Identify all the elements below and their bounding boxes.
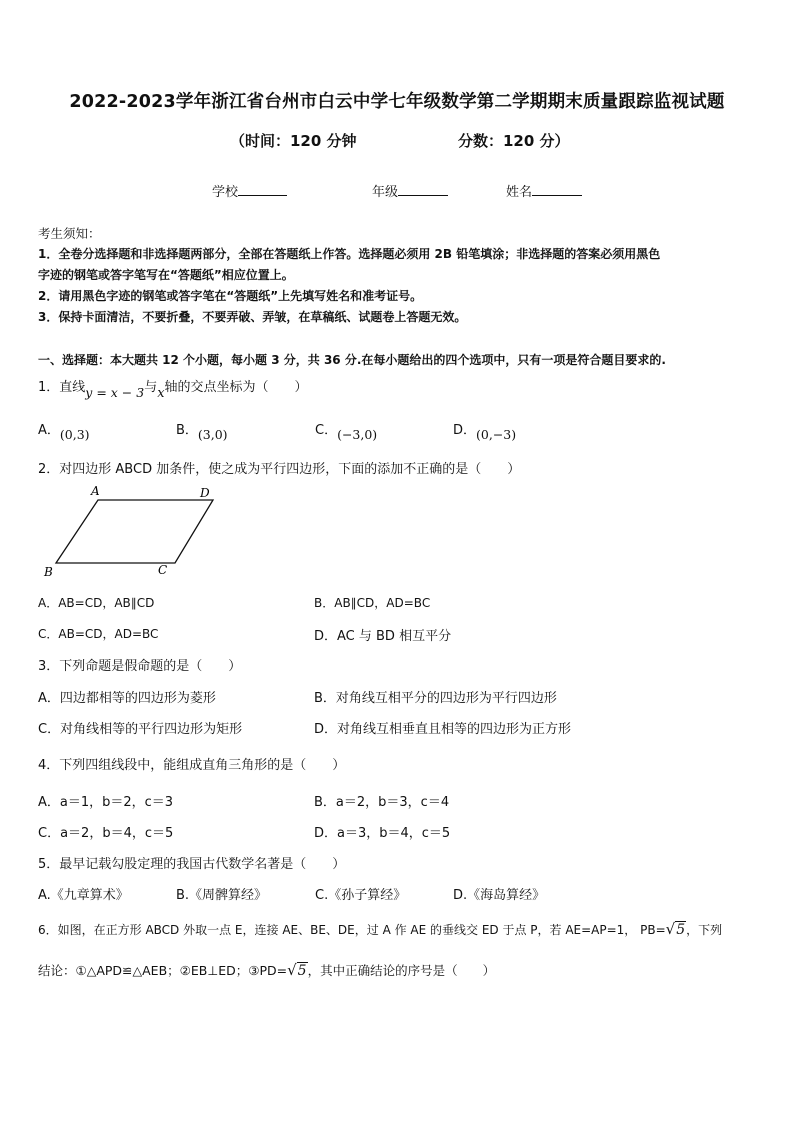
q4-option-a[interactable]: A．a＝1，b＝2，c＝3	[38, 795, 174, 810]
exam-time: （时间：120 分钟	[230, 132, 357, 150]
question-6-line-1	[38, 920, 722, 938]
q6-line2-suffix: ，其中正确结论的序号是（ ）	[307, 963, 496, 978]
q1-option-c-label: C．	[315, 423, 338, 438]
q1-option-c[interactable]	[315, 419, 378, 442]
q1-option-d-value: (0,−3)	[476, 427, 517, 442]
sqrt-radicand-2: 5	[297, 963, 307, 979]
parallelogram-shape	[56, 500, 213, 563]
q1-option-a-value: (0,3)	[59, 427, 90, 442]
q1-prefix: 1．直线	[38, 380, 86, 395]
q6-line2-prefix: 结论：①△APD≌△AEB；②EB⊥ED；③PD=	[38, 963, 288, 978]
q1-mid: 与	[144, 380, 158, 395]
q4-option-d[interactable]: D．a＝3，b＝4，c＝5	[314, 826, 451, 841]
grade-blank	[398, 183, 448, 196]
sqrt-symbol: √	[665, 920, 676, 938]
q1-option-c-value: (−3,0)	[337, 427, 378, 442]
q4-option-c[interactable]: C．a＝2，b＝4，c＝5	[38, 826, 174, 841]
sqrt-radicand: 5	[676, 922, 686, 938]
q6-line1-suffix: ，下列	[686, 923, 723, 937]
q1-variable: x	[157, 386, 165, 401]
grade-label: 年级	[372, 185, 399, 200]
q2-option-a[interactable]: A．AB=CD，AB∥CD	[38, 596, 155, 610]
school-blank	[238, 183, 287, 196]
name-label: 姓名	[506, 185, 533, 200]
section-heading: 一、选择题：本大题共 12 个小题，每小题 3 分，共 36 分.在每小题给出的四个选项中，只有一项是符合题目要求的.	[38, 353, 666, 367]
question-4-stem: 4．下列四组线段中，能组成直角三角形的是（ ）	[38, 758, 346, 773]
sqrt-5-expression	[666, 920, 686, 938]
q3-option-b[interactable]: B．对角线互相平分的四边形为平行四边形	[314, 691, 557, 706]
sqrt-5-expression-2	[287, 961, 307, 979]
q3-option-d[interactable]: D．对角线互相垂直且相等的四边形为正方形	[314, 722, 572, 737]
vertex-label-d: D	[200, 486, 210, 500]
school-label: 学校	[212, 185, 239, 200]
question-1-stem	[38, 376, 308, 401]
question-2-stem: 2．对四边形 ABCD 加条件，使之成为平行四边形，下面的添加不正确的是（ ）	[38, 462, 521, 477]
notice-item-1-line-1: 1．全卷分选择题和非选择题两部分，全部在答题纸上作答。选择题必须用 2B 铅笔填涂；非选择题的答案必须用黑色	[38, 247, 661, 261]
q1-option-b-label: B．	[176, 423, 198, 438]
vertex-label-c: C	[158, 563, 168, 577]
notice-item-1-line-2: 字迹的钢笔或答字笔写在“答题纸”相应位置上。	[38, 268, 294, 282]
sqrt-symbol-2: √	[287, 961, 297, 979]
question-6-line-2	[38, 961, 495, 979]
vertex-label-b: B	[44, 565, 53, 579]
q3-option-c[interactable]: C．对角线相等的平行四边形为矩形	[38, 722, 243, 737]
q5-option-a[interactable]: A.《九章算术》	[38, 888, 129, 903]
q1-option-a[interactable]	[38, 419, 90, 442]
q1-option-b[interactable]	[176, 419, 228, 442]
q5-option-d[interactable]: D.《海岛算经》	[453, 888, 546, 903]
exam-score: 分数：120 分）	[458, 132, 570, 150]
q2-option-b[interactable]: B．AB∥CD，AD=BC	[314, 596, 431, 610]
q1-suffix: 轴的交点坐标为（ ）	[164, 380, 308, 395]
q1-equation: y = x − 3	[85, 385, 145, 400]
school-field	[212, 181, 287, 200]
name-field	[506, 181, 582, 200]
vertex-label-a: A	[91, 484, 100, 498]
notice-item-2: 2．请用黑色字迹的钢笔或答字笔在“答题纸”上先填写姓名和准考证号。	[38, 289, 423, 303]
notice-item-3: 3．保持卡面清洁，不要折叠，不要弄破、弄皱，在草稿纸、试题卷上答题无效。	[38, 310, 467, 324]
q1-option-d-label: D．	[453, 423, 477, 438]
q1-option-a-label: A．	[38, 423, 60, 438]
q2-option-c[interactable]: C．AB=CD，AD=BC	[38, 627, 159, 641]
q6-line1-prefix: 6．如图，在正方形 ABCD 外取一点 E，连接 AE、BE、DE，过 A 作 AE 的垂线交 ED 于点 P，若 AE=AP=1， PB=	[38, 923, 666, 937]
q1-option-d[interactable]	[453, 419, 517, 442]
name-blank	[532, 183, 582, 196]
q5-option-b[interactable]: B.《周髀算经》	[176, 888, 268, 903]
q3-option-a[interactable]: A．四边都相等的四边形为菱形	[38, 691, 216, 706]
q5-option-c[interactable]: C.《孙子算经》	[315, 888, 407, 903]
notice-heading: 考生须知：	[38, 226, 101, 241]
parallelogram-figure	[38, 482, 228, 580]
q4-option-b[interactable]: B．a＝2，b＝3，c＝4	[314, 795, 450, 810]
grade-field	[372, 181, 448, 200]
q1-option-b-value: (3,0)	[197, 427, 228, 442]
q2-option-d[interactable]: D．AC 与 BD 相互平分	[314, 629, 452, 644]
question-5-stem: 5．最早记载勾股定理的我国古代数学名著是（ ）	[38, 857, 346, 872]
exam-title: 2022-2023学年浙江省台州市白云中学七年级数学第二学期期末质量跟踪监视试题	[69, 92, 725, 112]
question-3-stem: 3．下列命题是假命题的是（ ）	[38, 659, 242, 674]
